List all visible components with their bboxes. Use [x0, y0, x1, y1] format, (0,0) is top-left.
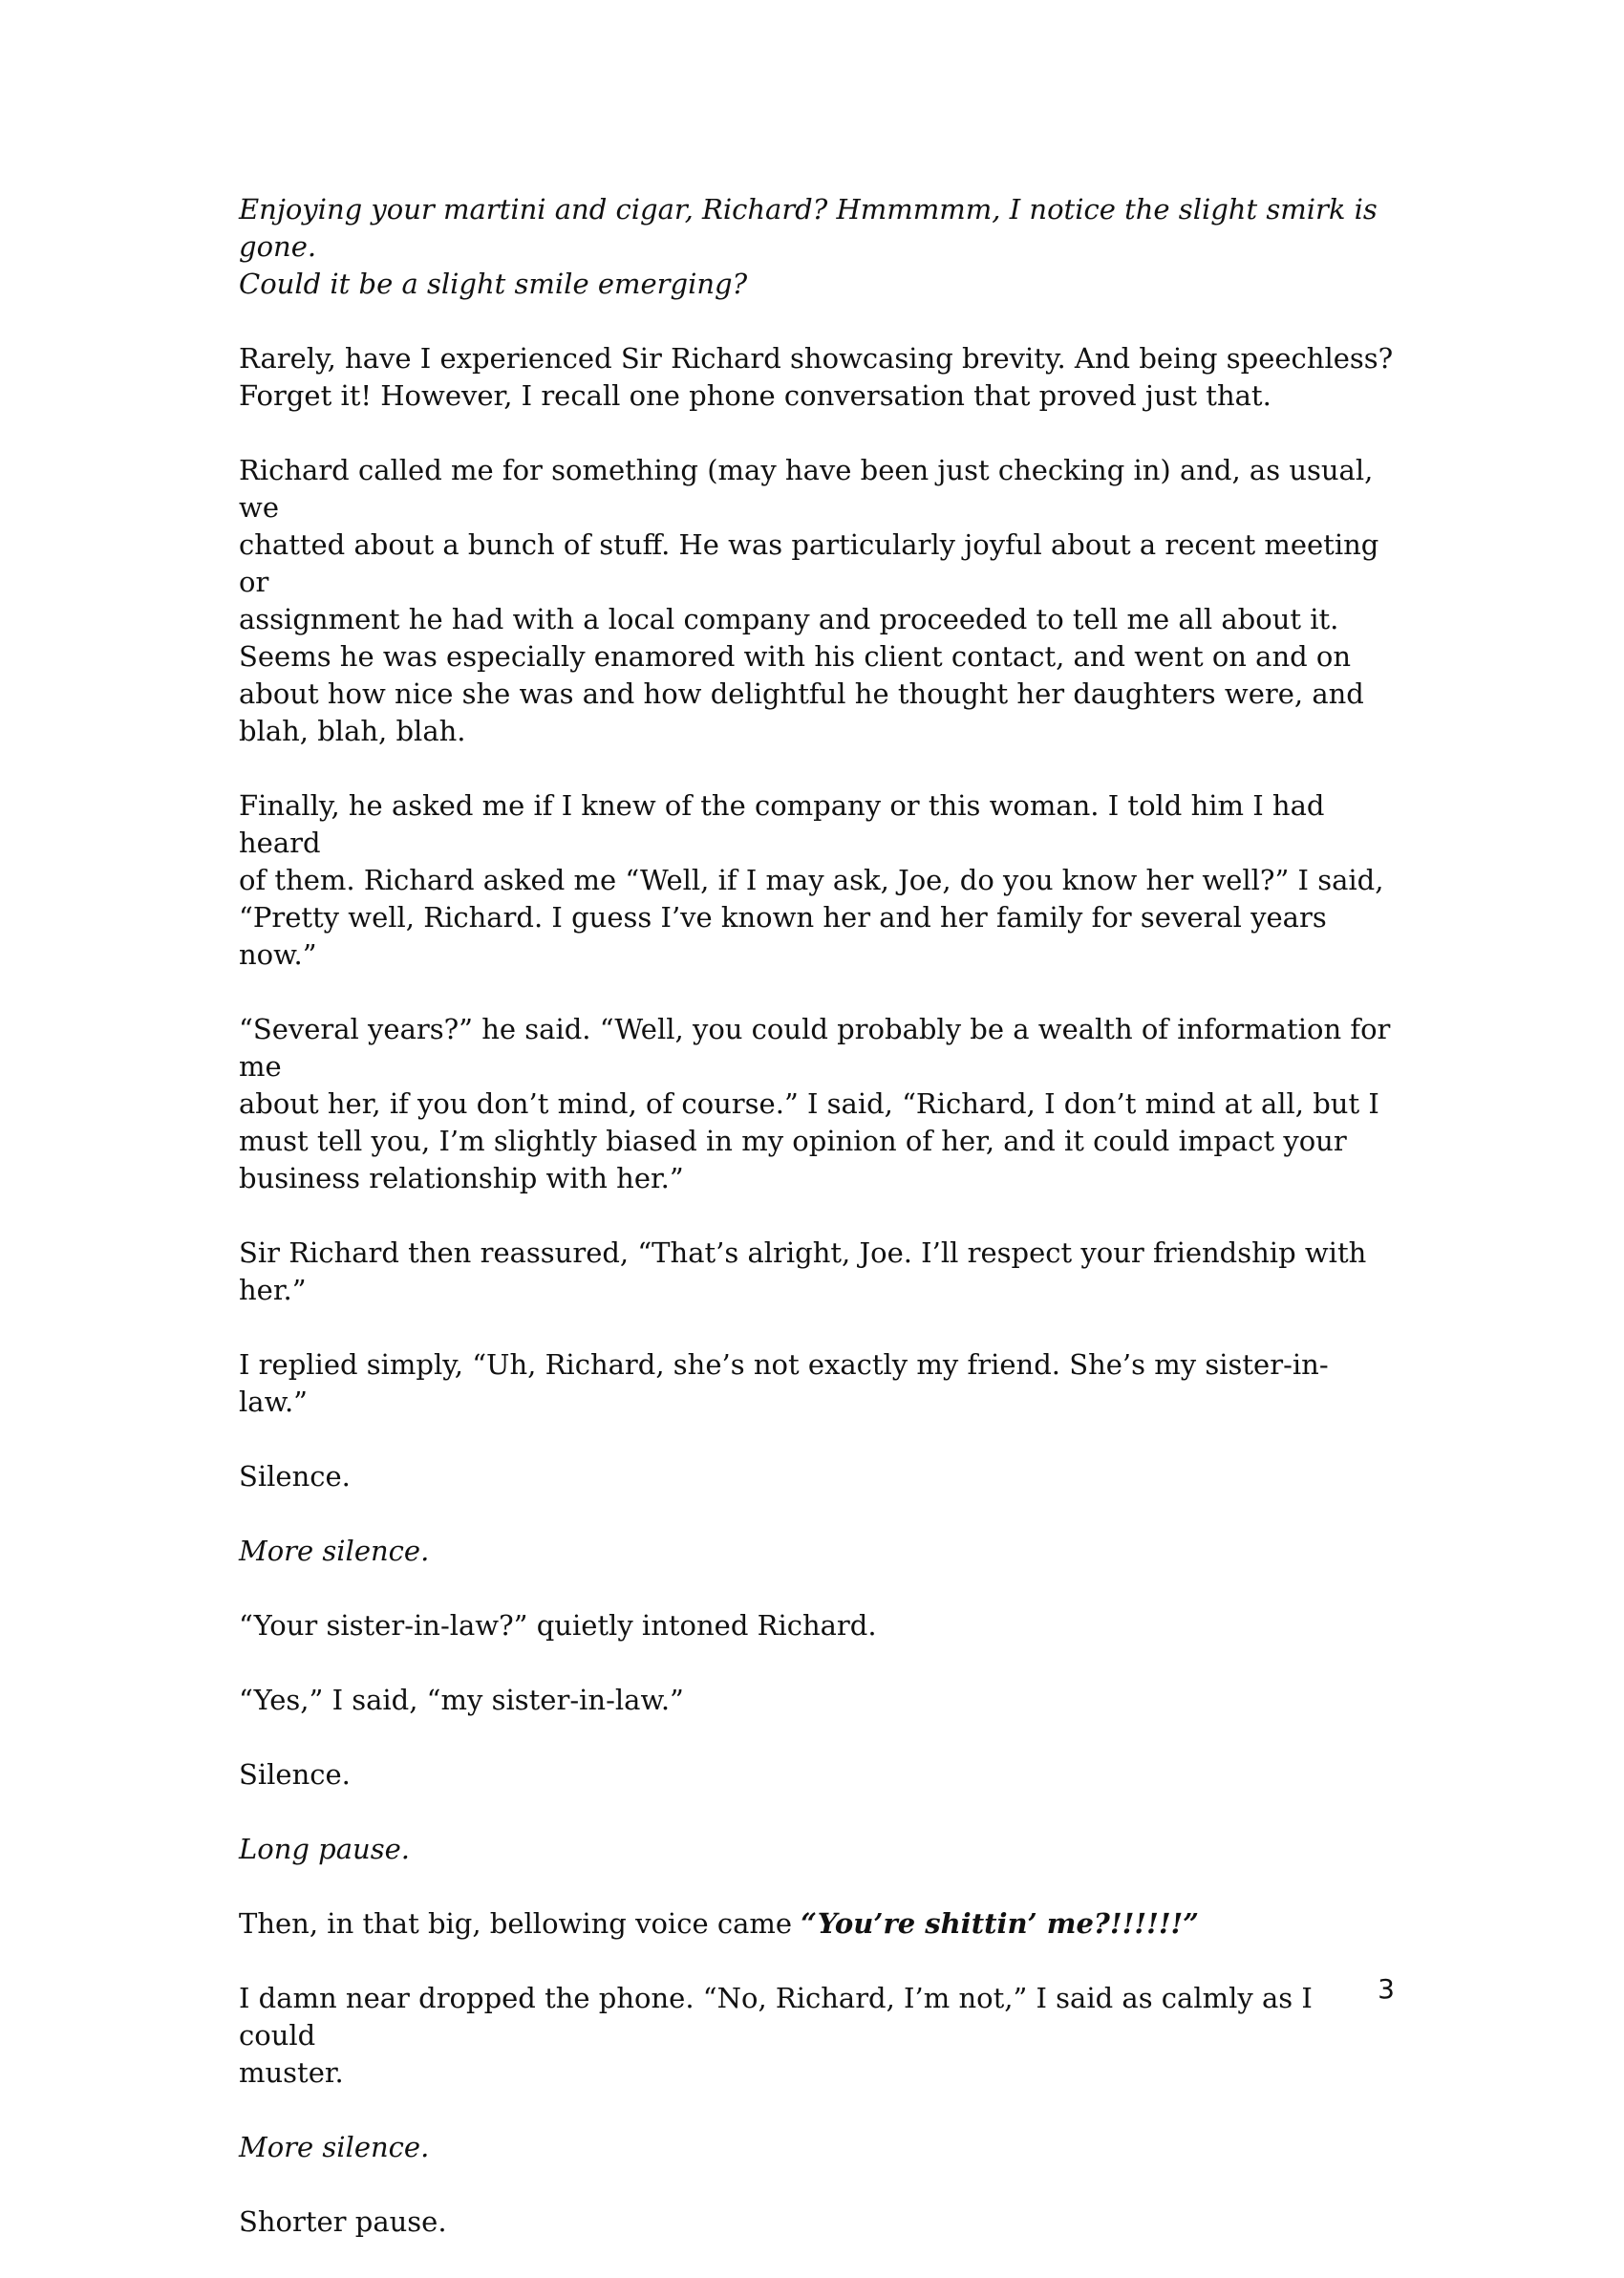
paragraph-brevity: Rarely, have I experienced Sir Richard showcasing brevity. And being speechless? Forget it! However, I recall one phone conversation that proved just that.	[239, 342, 1394, 412]
paragraph-more-silence-2: More silence.	[239, 2131, 430, 2163]
page-number: 3	[1378, 1973, 1395, 2005]
paragraph-shorter-pause: Shorter pause.	[239, 2205, 447, 2238]
paragraph-several-years: “Several years?” he said. “Well, you could probably be a wealth of information for me about her, if you don’t mind, of course.” I said, “Richard, I don’t mind at all, but I must tell you, I’m slightly biased in my opinion of her, and it could impact your business relationship with her.”	[239, 1013, 1391, 1194]
paragraph-martini-question: Enjoying your martini and cigar, Richard? Hmmmmm, I notice the slight smirk is gone. Could it be a slight smile emerging?	[239, 193, 1378, 300]
paragraph-company-question: Finally, he asked me if I knew of the company or this woman. I told him I had heard of them. Richard asked me “Well, if I may ask, Joe, do you know her well?” I said, “Pretty well, Richard. I guess I’ve known her and her family for several years now.”	[239, 789, 1384, 971]
bellowing-lead-text: Then, in that big, bellowing voice came	[239, 1907, 801, 1940]
paragraph-bellowing-voice	[239, 1905, 1395, 1943]
exclamation-quote: “You’re shittin’ me?!!!!!!”	[801, 1907, 1199, 1940]
paragraph-silence-1: Silence.	[239, 1460, 351, 1493]
paragraph-your-sister-in-law: “Your sister-in-law?” quietly intoned Richard.	[239, 1609, 877, 1642]
paragraph-yes: “Yes,” I said, “my sister-in-law.”	[239, 1684, 684, 1716]
paragraph-long-pause: Long pause.	[239, 1833, 410, 1865]
paragraph-reassured: Sir Richard then reassured, “That’s alright, Joe. I’ll respect your friendship with her.”	[239, 1236, 1367, 1306]
paragraph-phone-call: Richard called me for something (may have been just checking in) and, as usual, we chatted about a bunch of stuff. He was particularly joyful about a recent meeting or assignment he had with a local company and proceeded to tell me all about it. Seems he was especially enamored with his client contact, and went on and on about how nice she was and how delightful he thought her daughters were, and blah, blah, blah.	[239, 454, 1379, 747]
paragraph-silence-2: Silence.	[239, 1758, 351, 1791]
paragraph-sister-in-law: I replied simply, “Uh, Richard, she’s not exactly my friend. She’s my sister-in-law.”	[239, 1348, 1329, 1418]
paragraph-more-silence-1: More silence.	[239, 1535, 430, 1567]
paragraph-dropped-phone: I damn near dropped the phone. “No, Richard, I’m not,” I said as calmly as I could muster.	[239, 1982, 1313, 2089]
document-page	[239, 191, 1395, 2278]
